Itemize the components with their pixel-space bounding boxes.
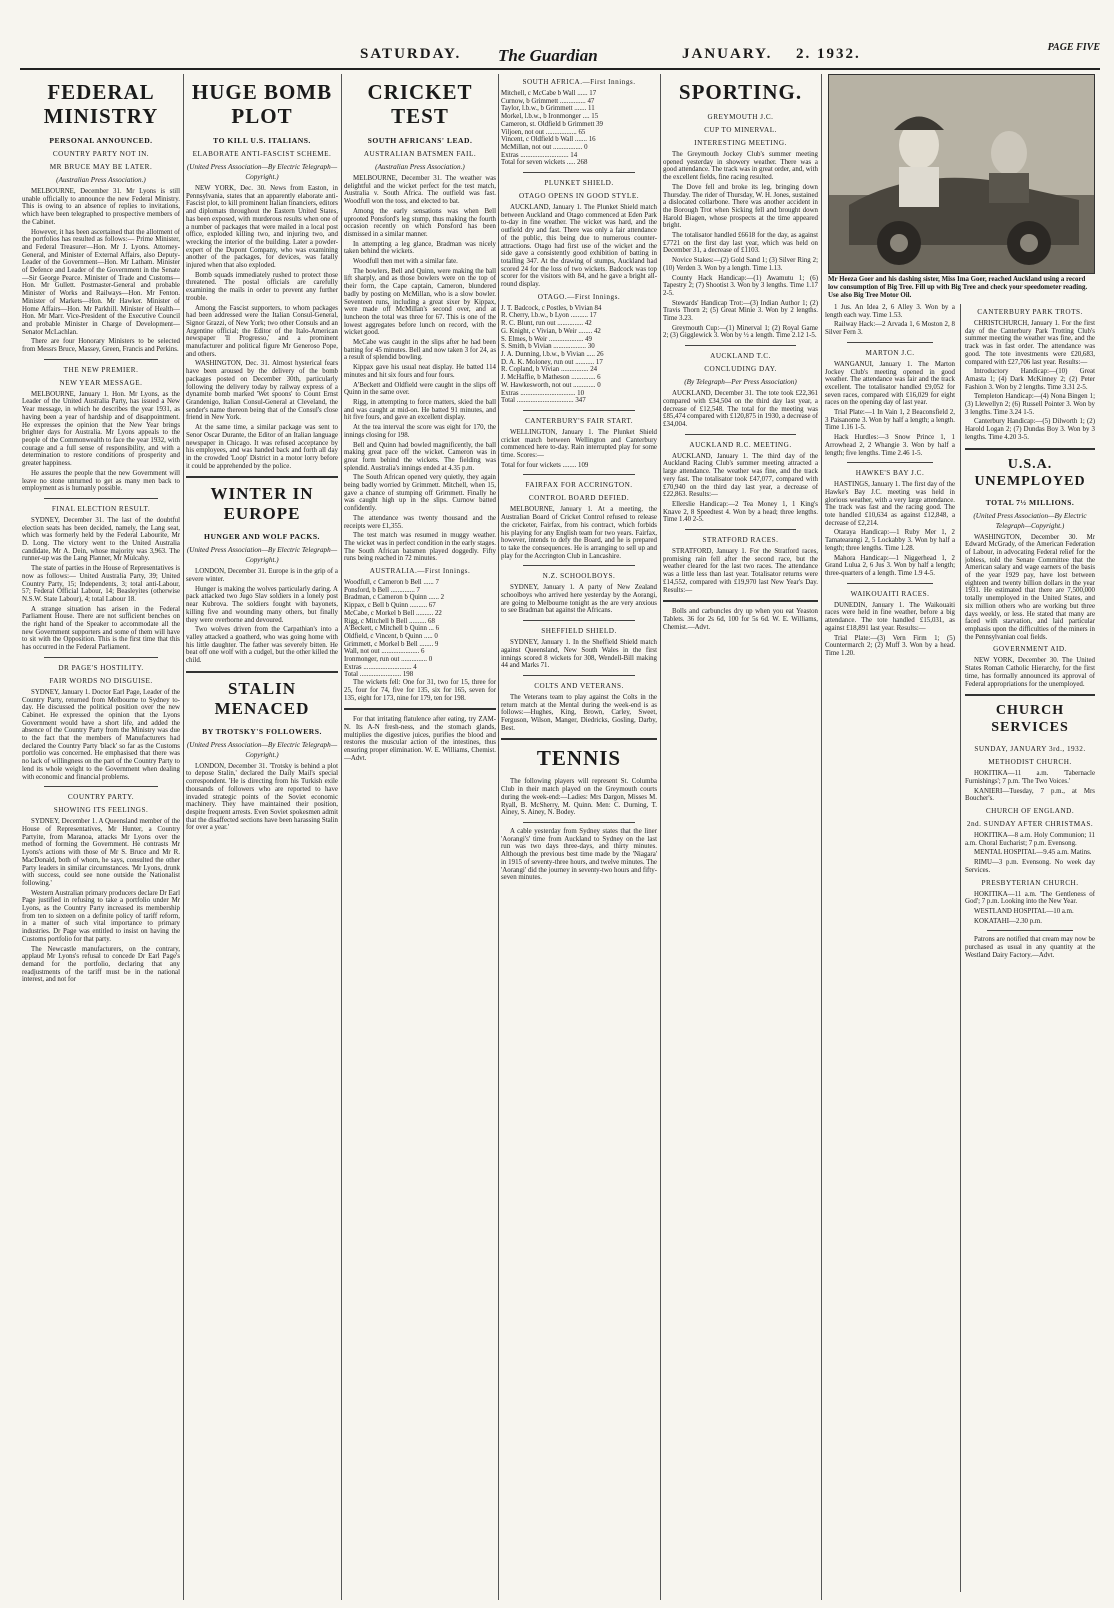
masthead-month: JANUARY. xyxy=(682,46,773,62)
photo-caption: Mr Heeza Goer and his dashing sister, Miss Ima Goer, reached Auckland using a record low consumption of Big Tree. Fill up with Big Tree and check your speedometer reading. Use also Big Tree Motor Oil. xyxy=(828,276,1088,299)
section-rule xyxy=(44,359,158,360)
section-rule xyxy=(847,462,933,463)
article-paragraph: Among the Fascist supporters, to whom packages had been addressed were the Italian Consul-General, Signor Grazzi, of New York; two other Consuls and an Argentine official; the Editor of the Italo-American newspaper 'Il Progresso,' and a prominent manufacturer and political figure Mr Generoso Pope, and others. xyxy=(186,304,338,358)
article-paragraph: Railway Hack:—2 Arvada 1, 6 Moston 2, 8 Silver Fern 3. xyxy=(825,321,955,337)
article-paragraph: At the tea interval the score was eight for 170, the innings closing for 198. xyxy=(344,424,496,439)
column-federal-ministry xyxy=(22,74,180,1600)
section-heading: PRESBYTERIAN CHURCH. xyxy=(981,878,1079,887)
article-paragraph: Two wolves driven from the Carpathian's into a valley attacked a goatherd, who was going home with his little daughter. The father was severely bitten. He beat off one wolf with a cudgel, but the other killed the child. xyxy=(186,626,338,665)
score-line: Vincent, c Oldfield b Wall ....... 16 xyxy=(501,136,596,144)
right-column-right xyxy=(965,304,1095,1600)
article-paragraph: KANIERI—Tuesday, 7 p.m., at Mrs Boucher's. xyxy=(965,787,1095,803)
score-total: Total ................................. 347 xyxy=(501,397,586,405)
article-paragraph: 1 Jus. An Idea 2, 6 Alley 3. Won by a length each way. Time 1.53. xyxy=(825,304,955,319)
article-paragraph: SYDNEY, January 1. A party of New Zealand schoolboys who arrived here yesterday by the Aorangi, are going to Melbourne tonight as the are very anxious to see Bradman bat against the Africans. xyxy=(501,584,657,615)
section-heading: STRATFORD RACES. xyxy=(702,536,779,545)
section-heading: THE NEW PREMIER. xyxy=(63,365,139,374)
article-paragraph: WANGANUI, January 1. The Marton Jockey Club's meeting opened in good weather. The attendance was fair and the track excellent. The totalisator handled £9,052 for seven races, compared with £16,029 for eight races on the opening day of last year. xyxy=(825,360,955,407)
section-heading: FINAL ELECTION RESULT. xyxy=(51,504,151,513)
section-heading: CANTERBURY'S FAIR START. xyxy=(524,416,634,425)
section-heading: MARTON J.C. xyxy=(865,348,915,357)
photo-motoring xyxy=(828,74,1095,274)
article-paragraph: In attempting a leg glance, Bradman was nicely taken behind the wickets. xyxy=(344,240,496,256)
article-paragraph: Greymouth Cup:—(1) Minerval 1; (2) Royal Game 2; (3) Gigglewick 3. Won by ½ a length. Time 2.12 1-5. xyxy=(663,324,818,340)
score-line: Cameron, st. Oldfield b Grimmett 39 xyxy=(501,120,604,128)
score-line: Grimmett, c Morkel b Bell ........ 9 xyxy=(344,640,439,648)
scorecard-title: AUSTRALIA.—First Innings. xyxy=(369,567,471,576)
article-paragraph: AUCKLAND, January 1. The Plunket Shield match between Auckland and Otago commenced at Eden Park to-day in fine weather. The wicket was hard, and the outfield dry and fast. There was only a fair attendance of the public, this being due to numerous counter-attractions. Otago had first use of the wicket and the side gave a consistently good exhibition of batting in totalling 347. At the drawing of stumps, Auckland had scored 24 for the loss of two wickets. Badcock was top scorer for the visitors with 84, and he gave a bright all-round display. xyxy=(501,204,657,289)
subhead: SOUTH AFRICANS' LEAD. xyxy=(367,136,473,145)
article-paragraph: DUNEDIN, January 1. The Waikouaiti races were held in fine weather, before a big attendance. The tote handled £15,031, as against £18,891 last year. Results:— xyxy=(825,601,955,632)
article-paragraph: Stewards' Handicap Trot:—(3) Indian Author 1; (2) Travis Thorn 2; (5) Great Minie 3. Won by 2 lengths. Time 3.23. xyxy=(663,299,818,323)
score-total: Total ........................ 198 xyxy=(344,671,414,679)
masthead-date: 2. 1932. xyxy=(796,46,861,62)
section-rule xyxy=(523,410,635,411)
section-rule xyxy=(987,930,1073,931)
article-paragraph: The Newcastle manufacturers, on the contrary, applaud Mr Lyons's refusal to concede Dr Earl Page's demand for the portfolio, declaring that any readjustments of the tariff must be in the national interest, and not for xyxy=(22,945,180,984)
article-paragraph: HOKITIKA—11 a.m. 'The Gentleness of God'; 7 p.m. Looking into the New Year. xyxy=(965,890,1095,906)
article-paragraph: The totalisator handled £6618 for the day, as against £7721 on the first day last year, which was held on December 31, a decrease of £1103. xyxy=(663,232,818,255)
score-line: R. C. Blunt, run out ............... 42 xyxy=(501,320,592,328)
score-line: S. Smith, b Vivian ................... 30 xyxy=(501,343,595,351)
score-line: Wall, not out ...................... 6 xyxy=(344,648,425,656)
section-rule xyxy=(501,738,657,740)
article-paragraph: MELBOURNE, January 1. At a meeting, the Australian Board of Cricket Control refused to release the cricketer, Fairfax, from his contract, which forbids his playing for any English team for two years. Fairfax, however, intends to defy the Board, and he is prepared to take the consequences. He is arranging to sell up and play for the Accrington Club in Lancashire. xyxy=(501,506,657,560)
section-heading: COUNTRY PARTY. xyxy=(67,793,135,802)
article-paragraph: The attendance was twenty thousand and the receipts were £1,355. xyxy=(344,514,496,530)
section-heading: PLUNKET SHIELD. xyxy=(544,179,614,188)
score-line: J. A. Dunning, l.b.w., b Vivian ..... 26 xyxy=(501,350,604,358)
score-total: Total for four wickets ........ 109 xyxy=(501,461,589,469)
article-paragraph: Bell and Quinn had bowled magnificently, the ball making great pace off the wicket. Cameron was in great form behind the wickets. The fielding was splendid. Australia's innings ended at 4.35 p.m. xyxy=(344,441,496,472)
press-credit: (United Press Association—By Electric Telegraph—Copyright.) xyxy=(186,163,338,181)
subhead: COUNTRY PARTY NOT IN. xyxy=(52,150,150,158)
press-credit: (By Telegraph—Per Press Association) xyxy=(684,378,797,387)
article-paragraph: A'Beckett and Oldfield were caught in the slips off Quinn in the same over. xyxy=(344,381,496,397)
section-rule xyxy=(685,529,796,530)
column-rule xyxy=(341,74,342,1600)
score-line: McMillan, not out ................. 0 xyxy=(501,143,588,151)
right-block xyxy=(825,74,1095,1600)
section-heading: N.Z. SCHOOLBOYS. xyxy=(542,572,616,581)
article-paragraph: Rigg, in attempting to force matters, skied the ball and was caught at mid-on. He batted 91 minutes, and hit five fours, and gave an excellent display. xyxy=(344,398,496,422)
article-paragraph: Woodfull then met with a similar fate. xyxy=(353,258,458,266)
article-paragraph: McCabe was caught in the slips after he had been batting for 45 minutes. Bell and now taken 3 for 24, as a result of splendid bowling. xyxy=(344,339,496,362)
score-line: Kippax, c Bell b Quinn .......... 67 xyxy=(344,602,436,610)
article-paragraph: WASHINGTON, December 30. Mr Edward McGrady, of the American Federation of Labour, in advocating Federal relief for the jobless, told the Senate Committee that the American salary and wage earners of the basis of the year 1929 pay, have lost between eighteen and twenty billion dollars in the year 1931. He estimated that there are 7,500,000 totally unemployed in the United States, and six million others who are working but three days weekly, or less. He stated that many are faced with starvation, and laid particular emphasis upon the difficulties of the miners in the Pennsylvanian coal fields. xyxy=(965,533,1095,641)
score-line: D. A. K. Moloney, run out ........... 17 xyxy=(501,358,603,366)
scorecard-title: OTAGO.—First Innings. xyxy=(537,292,621,301)
section-heading: CONCLUDING DAY. xyxy=(704,365,777,374)
article-paragraph: Hunger is making the wolves particularly daring. A pack attacked two Jugo Slav soldiers in a lonely post near Kubrova. The soldiers fought with bayonets, killing five and wounding many others, but finally they were overborne and devoured. xyxy=(186,585,338,624)
article-paragraph: Hack Hurdles:—3 Snow Prince 1, 1 Arrowhead 2, 2 Whangie 3. Won by half a length; five lengths. Time 2.46 1-5. xyxy=(825,434,955,457)
article-paragraph: KOKATAHI—2.30 p.m. xyxy=(974,917,1042,925)
article-paragraph: Introductory Handicap:—(10) Great Amasta 1; (4) Dark McKinney 2; (2) Peter Fashion 3. Won by 2 lengths. Time 3.31 2-5. xyxy=(965,368,1095,391)
article-paragraph: SYDNEY, December 1. A Queensland member of the House of Representatives, Mr Hunter, a Country Partyite, from Maranoa, attacks Mr Lyons over the method of forming the Government. He contrasts Mr Lyons's actions with those of Mr S. Bruce and Mr R. MacDonald, both of whom, he says, consulted the other Party leaders in similar circumstances. 'Mr Lyons, drunk with success, could see none outside the Nationalist following.' xyxy=(22,818,180,887)
article-paragraph: The South African opened very quietly, they again being badly worried by Grimmett. Mitchell, when 15, gave a chance of stumping off Grimmett. Finally he was caught high up in the slips. Curnow batted confidently. xyxy=(344,474,496,513)
article-paragraph: He assures the people that the new Government will leave no stone unturned to get as many men back to employment as is humanly possible. xyxy=(22,469,180,493)
article-paragraph: Western Australian primary producers declare Dr Earl Page justified in refusing to take a portfolio under Mr Lyons, as the Country Party increased its membership from ten to sixteen on a definite policy of tariff reform, in a matter of such vital importance to primary industries. Dr Page was entitled to insist on having the Customs portfolio for that party. xyxy=(22,889,180,943)
subhead: CUP TO MINERVAL. xyxy=(704,126,777,134)
section-rule xyxy=(44,657,158,658)
score-line: Rigg, c Mitchell b Bell .......... 68 xyxy=(344,617,435,625)
article-paragraph: The bowlers, Bell and Quinn, were making the ball lift sharply, and as those bowlers were on the top of their form, the Cape captain, Cameron, blundered badly by posting on McMillan, who is a slow bowler. Seventeen runs, including a great sixer by Kippax, were made off McMillan's second over, and at luncheon the total was three for 67. This is one of the lowest aggregates before lunch on record, with the wicket good. xyxy=(344,267,496,337)
article-paragraph: RIMU—3 p.m. Evensong. No week day Services. xyxy=(965,859,1095,874)
section-rule xyxy=(965,694,1095,696)
column-rule xyxy=(960,304,961,1592)
subhead: GREYMOUTH J.C. xyxy=(707,113,774,121)
section-heading: METHODIST CHURCH. xyxy=(988,758,1072,767)
article-paragraph: The Greymouth Jockey Club's summer meeting opened yesterday in showery weather. There was a good attendance. The track was in great order, and, with the excellent fields, fine racing resulted. xyxy=(663,151,818,182)
score-line: Extras ............................ 4 xyxy=(344,663,417,671)
article-paragraph: HOKITIKA—11 a.m. 'Tabernacle Furnishings'; 7 p.m. 'The Two Voices.' xyxy=(965,770,1095,785)
headline-church-services: CHURCH SERVICES xyxy=(991,703,1069,736)
advertisement: Patrons are notified that cream may now be purchased as usual in any quantity at the Westland Dairy Factory.—Advt. xyxy=(965,936,1095,959)
section-rule xyxy=(186,671,338,673)
section-heading: COLTS AND VETERANS. xyxy=(534,681,624,690)
subhead: SUNDAY, JANUARY 3rd., 1932. xyxy=(974,745,1086,754)
article-paragraph: WELLINGTON, January 1. The Plunket Shield cricket match between Wellington and Canterbury commenced here to-day. Rain interrupted play for some time. Scores:— xyxy=(501,428,657,460)
subhead: TOTAL 7½ MILLIONS. xyxy=(985,497,1075,507)
section-rule xyxy=(44,786,158,787)
section-rule xyxy=(847,342,933,343)
press-credit: (United Press Association—By Electric Telegraph—Copyright.) xyxy=(186,740,338,759)
subhead: TO KILL U.S. ITALIANS. xyxy=(213,136,311,145)
headline-huge-bomb-plot: HUGE BOMB PLOT xyxy=(191,80,333,128)
photo-illustration xyxy=(829,75,1094,273)
score-line: J. McHaffie, b Matheson .............. 6 xyxy=(501,374,601,382)
headline-winter-in-europe: WINTER IN EUROPE xyxy=(210,484,314,524)
article-paragraph: A strange situation has arisen in the Federal Parliament House. There are not sufficient benches on the right hand of the Speaker to accommodate all the new Government supporters and some of them will have to sit with the Opposition. This is the first time that this has occurred in the Federal Parliament. xyxy=(22,605,180,652)
scorecard-sa xyxy=(501,90,657,167)
subhead: ELABORATE ANTI-FASCIST SCHEME. xyxy=(192,150,332,158)
masthead xyxy=(20,42,1100,70)
press-credit: (Australian Press Association.) xyxy=(375,163,465,171)
right-column-left xyxy=(825,304,955,1600)
article-paragraph: Mahora Handicap:—1 Niggerhead 1, 2 Grand Lulua 2, 6 Jus 3. Won by half a length; three-quarters of a length. Time 1.9 4-5. xyxy=(825,554,955,577)
article-paragraph: WASHINGTON, Dec. 31. Almost hysterical fears have been aroused by the delivery of the bomb packages posted on December 30th, particularly following the delivery today by railway express of a dynamite bomb marked 'Wet spoons' to Count Ernst Grandenigo, Italian Consul-General at Cleveland, the sender's name thereon being that of the Consul's close friend in New York. xyxy=(186,360,338,422)
section-heading: CHURCH OF ENGLAND. xyxy=(985,807,1075,816)
section-heading: SHOWING ITS FEELINGS. xyxy=(53,806,149,815)
masthead-day: SATURDAY. xyxy=(360,46,462,62)
column-cricket-test xyxy=(344,74,496,1600)
article-paragraph: Bomb squads immediately rushed to protect those threatened. The postal officials are carefully examining the mails in order to prevent any further trouble. xyxy=(186,271,338,302)
subhead: AUSTRALIAN BATSMEN FAIL. xyxy=(363,150,477,158)
subhead: INTERESTING MEETING. xyxy=(694,139,787,147)
score-line: Woodfull, c Cameron b Bell ...... 7 xyxy=(344,579,439,587)
score-line: Oldfield, c Vincent, b Quinn ..... 0 xyxy=(344,632,438,640)
article-paragraph: SYDNEY, December 31. The last of the doubtful election seats has been decided, namely, the Lang seat, which was formerly held by the Federal Labourite, Mr D. Long. The victory went to the United Australia candidate, Mr A. Dein, whose majority was 3,963. The runner-up was the Lang Planner, Mr Mulcahy. xyxy=(22,516,180,563)
score-line: Taylor, l.b.w., b Grimmett ....... 11 xyxy=(501,105,595,113)
article-paragraph: A cable yesterday from Sydney states that the liner 'Aorangi's' time from Auckland to Sydney on the last run was two days three-days, and thirty minutes. Although the previous best time made by the 'Niagara' in 1915 of seventy-three hours, and twelve minutes. The 'Aorangi' did the journey in seventy-two hours and fifty-seven minutes. xyxy=(501,828,657,882)
section-rule xyxy=(685,345,796,346)
column-bomb-plot xyxy=(186,74,338,1600)
score-line: Viljoen, not out .................. 65 xyxy=(501,128,586,136)
headline-tennis: TENNIS xyxy=(536,746,622,771)
article-paragraph: Templeton Handicap:—(4) Nona Bingen 1; (3) Llewellyn 2; (6) Russell Pointer 3. Won by 3 lengths. Time 3.24 1-5. xyxy=(965,393,1095,416)
article-paragraph: Kippax gave his usual neat display. He batted 114 minutes and hit six fours and four fours. xyxy=(344,364,496,379)
article-paragraph: The test match was resumed in muggy weather. The wicket was in perfect condition in the early stages. The South African batsmen played doggedly. Fifty runs being reached in 72 minutes. xyxy=(344,532,496,563)
column-rule xyxy=(498,74,499,1600)
column-cricket-scores xyxy=(501,74,657,1600)
section-rule xyxy=(44,498,158,499)
article-paragraph: LONDON, December 31. Europe is in the grip of a severe winter. xyxy=(186,568,338,584)
masthead-paper-title: The Guardian xyxy=(498,46,598,65)
section-heading: AUCKLAND T.C. xyxy=(710,352,771,361)
section-rule xyxy=(523,822,635,823)
score-line: Morkel, l.b.w., b Ironmonger .... 15 xyxy=(501,113,599,121)
score-line: G. Knight, c Vivian, b Weir ........ 42 xyxy=(501,327,601,335)
section-rule xyxy=(344,708,496,710)
score-line: W. Hawkesworth, not out ............. 0 xyxy=(501,381,601,389)
article-paragraph: Otaraya Handicap:—1 Ruby Mer 1, 2 Tamatearangi 2, 5 Lockabby 3. Won by half a length; three lengths. Time 1.28. xyxy=(825,529,955,552)
score-line: Mitchell, c McCabe b Wall ...... 17 xyxy=(501,90,597,97)
subhead: HUNGER AND WOLF PACKS. xyxy=(204,532,320,542)
article-paragraph: STRATFORD, January 1. For the Stratford races, promising rain fell after the second race, but the weather cleared for the last two races. The attendance was a little less than last year. Totalisator returns were £14,552, compared with £19,970 last New Year's Day. Results:— xyxy=(663,548,818,594)
score-line: R. Cherry, l.b.w., b Lyon .......... 17 xyxy=(501,312,597,320)
article-paragraph: Trial Plate:—(3) Vern Firm 1; (5) Countermarch 2; (2) Muff 3. Won by a head. Time 1.20. xyxy=(825,634,955,657)
section-rule xyxy=(663,600,818,602)
section-heading: NEW YEAR MESSAGE. xyxy=(59,378,143,387)
section-heading: GOVERNMENT AID. xyxy=(993,645,1067,654)
subhead: PERSONAL ANNOUNCED. xyxy=(49,136,153,145)
article-paragraph: MELBOURNE, January 1. Hon. Mr Lyons, as the Leader of the United Australia Party, has issued a New Year message, in which he describes the year 1931, as having been a year of hardship and of disappointment. He expresses the opinion that the New Year brings brighter days for Australia. Mr Lyons appeals to the people of the Commonwealth to face the year 1932, with courage and a full sense of responsibility, and with a determination to restore conditions of prosperity and greater happiness. xyxy=(22,390,180,468)
section-rule xyxy=(523,172,635,173)
score-total: Total for seven wickets ..... 268 xyxy=(501,159,588,167)
article-paragraph: The state of parties in the House of Representatives is now as follows:— United Australia Party, 39; United Country Party, 15; Independents, 3; total anti-Labour, 57; Federal Official Labour, 14; Beasleyites (otherwise N.S.W. State Labour), 4; total Labour 18. xyxy=(22,565,180,603)
section-rule xyxy=(523,565,635,566)
section-heading: WAIKOUAITI RACES. xyxy=(850,589,930,598)
score-line: Extras ............................ 14 xyxy=(501,151,578,159)
column-rule xyxy=(821,74,822,1600)
section-heading: FAIR WORDS NO DISGUISE. xyxy=(49,676,153,685)
score-line: Bradman, c Cameron b Quinn ...... 2 xyxy=(344,594,445,602)
press-credit: (United Press Association—By Electric Telegraph—Copyright.) xyxy=(973,511,1087,530)
score-line: S. Elmes, b Weir .................... 49 xyxy=(501,335,592,343)
article-paragraph: AUCKLAND, December 31. The tote took £22,361 compared with £34,504 on the third day last year, a decrease of £12,548. The total for the meeting was £85,474 compared with £120,875 in 1930, a decrease of £34,004. xyxy=(663,390,818,428)
article-paragraph: AUCKLAND, January 1. The third day of the Auckland Racing Club's summer meeting attracted a large attendance. The weather was fine, and the track very fast. The totalisator took £47,077, compared with £70,940 on the third day last year, a decrease of £22,863. Results:— xyxy=(663,452,818,499)
section-rule xyxy=(965,448,1095,450)
article-paragraph: The Veterans team to play against the Colts in the return match at the Mental during the week-end is as follows:—Hughes, King, Brown, Carley, Sweet, Ferguson, Wilson, Manger, Diedricks, Gosling, Darby, Best. xyxy=(501,693,657,732)
headline-sporting: SPORTING. xyxy=(678,80,803,104)
article-paragraph: The Dove fell and broke its leg, bringing down Thursday. The rider of Thursday, W. H. Jones, sustained a dislocated collarbone. There was another accident in the Borough Trot when Sicking fell and brought down Harold Biagen, whose prospects at the time appeared bright. xyxy=(663,183,818,230)
score-line: Extras ................................ 10 xyxy=(501,389,585,397)
section-rule xyxy=(847,583,933,584)
subhead: BY TROTSKY'S FOLLOWERS. xyxy=(202,726,322,736)
article-paragraph: Canterbury Handicap:—(5) Dilworth 1; (2) Harold Logan 2; (7) Dundas Boy 3. Won by 3 lengths. Time 4.20 3-5. xyxy=(965,418,1095,441)
score-line: A'Beckett, c Mitchell b Quinn ... 6 xyxy=(344,625,440,633)
section-heading: 2nd. SUNDAY AFTER CHRISTMAS. xyxy=(966,820,1094,829)
section-heading: HAWKE'S BAY J.C. xyxy=(855,469,925,478)
article-paragraph: HASTINGS, January 1. The first day of the Hawke's Bay J.C. meeting was held in glorious weather, with a very large attendance. The track was fast and the racing good. The tote handled £10,634 as against £12,848, a decrease of £2,214. xyxy=(825,481,955,527)
section-heading: DR PAGE'S HOSTILITY. xyxy=(58,663,144,672)
article-paragraph: Trial Plate:—1 In Vain 1, 2 Beaconsfield 2, 3 Paisanome 3. Won by half a length; a length. Time 1.16 1-5. xyxy=(825,409,955,432)
article-paragraph: NEW YORK, December 30. The United States Roman Catholic Hierarchy, for the first time, has formally announced its approval of Federal appropriations for the unemployed. xyxy=(965,657,1095,688)
press-credit: (Australian Press Association.) xyxy=(56,176,146,184)
article-paragraph: CHRISTCHURCH, January 1. For the first day of the Canterbury Park Trotting Club's summer meeting the weather was fine, and the track was in fast order. The attendance was good. The tote investments were £20,683, compared with £27,706 last year. Results:— xyxy=(965,320,1095,366)
article-paragraph: MELBOURNE, December 31. Mr Lyons is still unable officially to announce the new Federal Ministry. This is owing to an absence of replies to invitations, which have been telegraphed to prospective members of the Cabinet. xyxy=(22,188,180,226)
score-line: Ironmonger, run out ............... 0 xyxy=(344,656,433,664)
article-paragraph: WESTLAND HOSPITAL—10 a.m. xyxy=(974,907,1074,915)
section-rule xyxy=(186,476,338,478)
article-paragraph: There are four Honorary Ministers to be selected from Messrs Bruce, Massey, Green, Francis and Perkins. xyxy=(22,338,180,354)
scorecard-otago xyxy=(501,305,657,405)
article-paragraph: The following players will represent St. Columba Club in their match played on the Greymouth courts during the week-end:—Ladies: Mrs Dargon, Misses M. Ryall, B. McSherry, M. Quinn. Men: C. Durning, T. Ainey, S. Ainey, N. Bodey. xyxy=(501,778,657,817)
article-paragraph: HOKITIKA—8 a.m. Holy Communion; 11 a.m. Choral Eucharist; 7 p.m. Evensong. xyxy=(965,832,1095,847)
advertisement: For that irritating flatulence after eating, try ZAM-N. Its A-N fresh-ness, and the stomach glands, multiplies the digestive juices, purifies the blood and restores the muscular action of the intestines, thus ensuring proper elimination. W. E. Williams, Chemist.—Advt. xyxy=(344,716,496,762)
section-heading: OTAGO OPENS IN GOOD STYLE. xyxy=(518,192,640,201)
page-number: PAGE FIVE xyxy=(1047,42,1100,53)
article-paragraph: Ellerslie Handicap:—2 Tea Money 1, 1 King's Knave 2, 8 Speedtest 4. Won by a head; three lengths. Time 1.40 2-5. xyxy=(663,500,818,524)
score-line: J. T. Badcock, c Postles, b Vivian 84 xyxy=(501,304,602,312)
score-line: Curnow, b Grimmett ............... 47 xyxy=(501,97,595,105)
article-paragraph: SYDNEY, January 1. In the Sheffield Shield match against Queensland, New South Wales in the first innings scored 8 wickets for 308, Wendell-Bill making 44 and Marks 71. xyxy=(501,639,657,670)
section-heading: AUCKLAND R.C. MEETING. xyxy=(689,440,792,449)
headline-stalin-menaced: STALIN MENACED xyxy=(214,678,310,718)
article-paragraph: MENTAL HOSPITAL—9.45 a.m. Matins. xyxy=(974,849,1092,857)
article-paragraph: Novice Stakes:—(2) Gold Sand 1; (3) Silver Ring 2; (10) Verden 3. Won by a length. Time 1.13. xyxy=(663,257,818,272)
section-heading: FAIRFAX FOR ACCRINGTON. xyxy=(525,481,633,490)
article-paragraph: At the same time, a similar package was sent to Senor Oscar Durante, the Editor of an Italian language newspaper in Chicago. It was refused acceptance by his employees, and was handed back and forth all day in the crowded 'Loop' District in a motor lorry before it could be apprehended by the police. xyxy=(186,424,338,470)
article-paragraph: SYDNEY, January 1. Doctor Earl Page, Leader of the Country Party, returned from Melbourne to Sydney to-day. He discussed the political position over the new Cabinet. He expressed the opinion that the Lyons Government would have a short life, and added the absence of the Country Party from the Ministry was due to the fact that the members of Manufacturers had declared the Country Party 'black' so far as the Customs portfolio was concerned. He emphasised that there was no lack of willingness on the part of the Country Party to lend its whole weight to the Government when dealing with economic and financial problems. xyxy=(22,688,180,781)
article-paragraph: County Hack Handicap:—(1) Awamutu 1; (6) Tapestry 2; (7) Shootist 3. Won by 3 lengths. Time 1.17 2-5. xyxy=(663,274,818,297)
column-sporting xyxy=(663,74,818,1600)
article-paragraph: NEW YORK, Dec. 30. News from Easton, in Pennsylvania, states that an apparently elaborate anti-Fascist plot, to kill prominent Italian financiers, editors and diplomats throughout the Eastern United States, has been exposed, with murderous results when one of a number of packages that were mailed in a local post office, exploded killing two, and injuring two, and wrecking the interior of the building. Later a powder-expert of the Dupont Company, who was examining another of the packages, for devices, was fatally injured when that also exploded. xyxy=(186,185,338,270)
advertisement: Bolls and carbuncles dry up when you eat Yeaston Tablets. 36 for 2s 6d, 100 for 5s 6d. W. E. Williams, Chemist.—Advt. xyxy=(663,608,818,631)
article-paragraph: The wickets fell: One for 31, two for 15, three for 25, four for 74, five for 135, six for 165, seven for 135, eight for 173, nine for 179, ten for 198. xyxy=(344,679,496,702)
section-rule xyxy=(523,474,635,475)
section-heading: CANTERBURY PARK TROTS. xyxy=(977,308,1083,316)
article-paragraph: However, it has been ascertained that the allotment of the portfolios has resulted as follows:— Prime Minister, and Federal Treasurer—Hon. Mr J. Lyons. Attorney-General, and Minister of External Affairs, also Deputy-Leader of the Government—Hon. Mr Latham. Minister of Defence and Leader of the Government in the Senate—Sir George Pearce. Minister of Trade and Customs—Hon. Mr Gullett. Postmaster-General and probable Minister of Works and Railways—Hon. Mr Fenton. Minister of Markets—Hon. Mr Hawker. Minister of Home Affairs—Hon. Mr Parkhill. Minister of Health—Hon. Mr Marr. Vice-President of the Executive Council and probable Minister in Charge of Development—Senator McLachlan. xyxy=(22,228,180,336)
score-line: McCabe, c Morkel b Bell .......... 22 xyxy=(344,609,442,617)
headline-federal-ministry: FEDERAL MINISTRY xyxy=(43,80,159,128)
article-paragraph: Among the early sensations was when Bell uprooted Ponsford's leg stump, thus making the fourth occasion recently on which Ponsford has been dismissed in a similar manner. xyxy=(344,207,496,238)
section-rule xyxy=(523,620,635,621)
section-heading: CONTROL BOARD DEFIED. xyxy=(528,494,630,503)
article-paragraph: LONDON, December 31. 'Trotsky is behind a plot to depose Stalin,' declared the Daily Mail's special correspondent. 'He is directing from his Turkish exile thousands of followers who are reported to have invaded strategic points of the Soviet economic machinery. They have maintained their position, despite frequent arrests. Even Soviet spokesmen admit that the disaffected sections have been harassing Stalin for over a year.' xyxy=(186,762,338,832)
press-credit: (United Press Association—By Electric Telegraph—Copyright.) xyxy=(186,546,338,565)
score-line: R. Copland, b Vivian ................ 24 xyxy=(501,366,598,374)
headline-cricket-test: CRICKET TEST xyxy=(367,80,473,128)
section-heading: SHEFFIELD SHIELD. xyxy=(541,627,617,636)
section-rule xyxy=(685,434,796,435)
article-paragraph: MELBOURNE, December 31. The weather was delightful and the wicket perfect for the test match, Australia v. South Africa. The outfield was fast. Woodfull won the toss, and elected to bat. xyxy=(344,175,496,206)
scorecard-aus xyxy=(344,579,496,679)
subhead: MR BRUCE MAY BE LATER. xyxy=(49,163,153,171)
section-rule xyxy=(523,675,635,676)
column-rule xyxy=(660,74,661,1600)
score-line: Ponsford, b Bell .............. 7 xyxy=(344,586,420,594)
headline-usa-unemployed: U.S.A. UNEMPLOYED xyxy=(974,456,1086,489)
column-rule xyxy=(183,74,184,1600)
scorecard-title: SOUTH AFRICA.—First Innings. xyxy=(522,78,636,86)
